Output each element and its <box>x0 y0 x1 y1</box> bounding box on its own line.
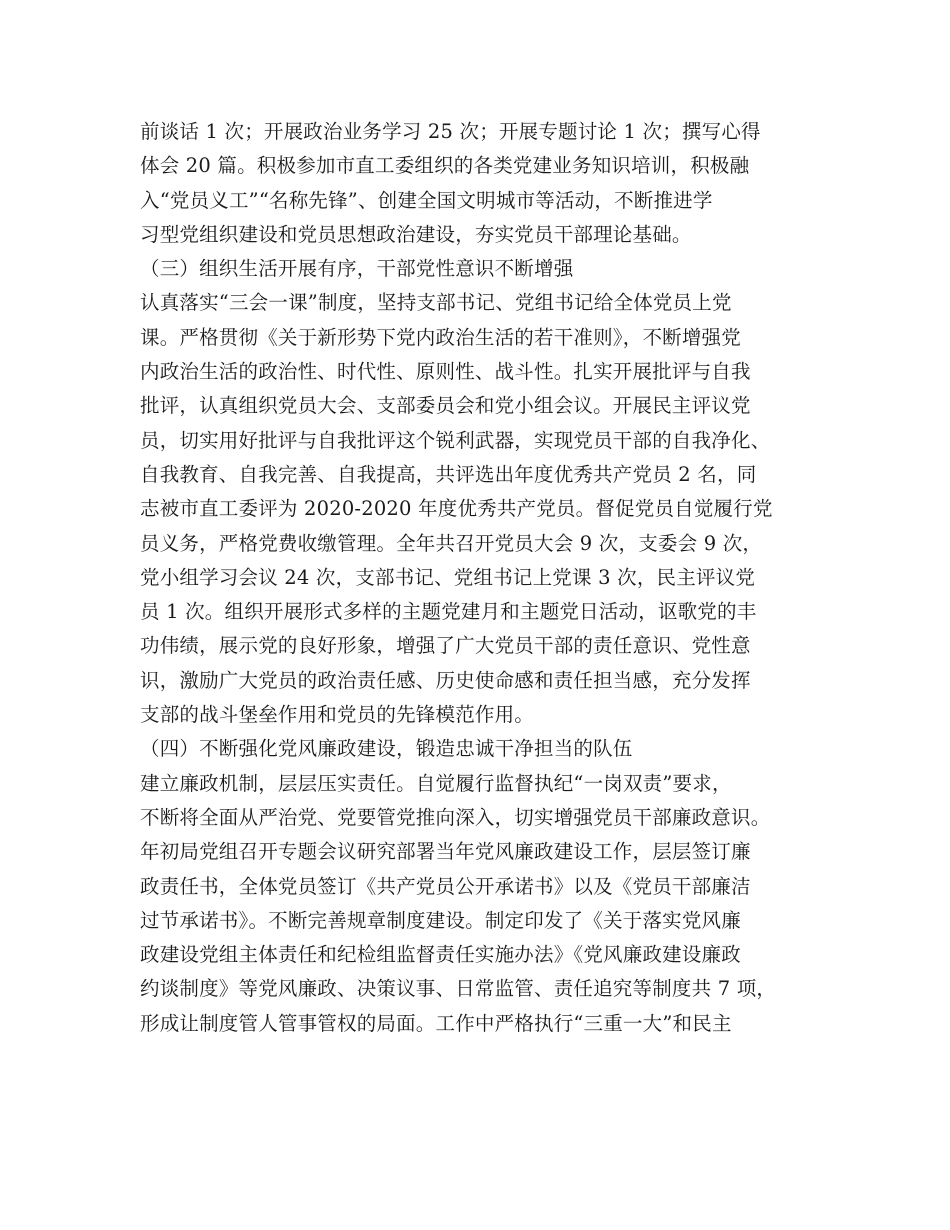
text-line: 认真落实“三会一课”制度，坚持支部书记、党组书记给全体党员上党 <box>140 291 732 315</box>
text-line: 支部的战斗堡垒作用和党员的先锋模范作用。 <box>140 703 535 727</box>
text-line: 年初局党组召开专题会议研究部署当年党风廉政建设工作，层层签订廉 <box>140 840 751 864</box>
text-line: 员 1 次。组织开展形式多样的主题党建月和主题党日活动，讴歌党的丰 <box>140 600 757 624</box>
text-line: 功伟绩，展示党的良好形象，增强了广大党员干部的责任意识、党性意 <box>140 634 751 658</box>
text-line: 习型党组织建设和党员思想政治建设，夯实党员干部理论基础。 <box>140 222 692 246</box>
text-line: 前谈话 1 次；开展政治业务学习 25 次；开展专题讨论 1 次；撰写心得 <box>140 120 761 143</box>
text-line: 体会 20 篇。积极参加市直工委组织的各类党建业务知识培训，积极融 <box>140 154 750 178</box>
text-line: 政建设党组主体责任和纪检组监督责任实施办法》《党风廉政建设廉政 <box>140 943 741 967</box>
text-line: 政责任书，全体党员签订《共产党员公开承诺书》以及《党员干部廉洁 <box>140 874 751 898</box>
text-line: 内政治生活的政治性、时代性、原则性、战斗性。扎实开展批评与自我 <box>140 360 751 384</box>
text-line: 形成让制度管人管事管权的局面。工作中严格执行“三重一大”和民主 <box>140 1011 732 1035</box>
text-line: 党小组学习会议 24 次，支部书记、党组书记上党课 3 次，民主评议党 <box>140 565 756 589</box>
text-line: 批评，认真组织党员大会、支部委员会和党小组会议。开展民主评议党 <box>140 394 751 418</box>
text-line: 员义务，严格党费收缴管理。全年共召开党员大会 9 次，支委会 9 次， <box>140 531 763 555</box>
section-heading-4: （四）不断强化党风廉政建设，锻造忠诚干净担当的队伍 <box>140 737 633 761</box>
text-line: 建立廉政机制，层层压实责任。自觉履行监督执纪“一岗双责”要求， <box>140 771 732 795</box>
section-heading-3: （三）组织生活开展有序，干部党性意识不断增强 <box>140 257 574 281</box>
text-line: 约谈制度》等党风廉政、决策议事、日常监管、责任追究等制度共 7 项， <box>140 977 777 1001</box>
text-line: 入“党员义工”“名称先锋”、创建全国文明城市等活动，不断推进学 <box>140 188 713 212</box>
text-line: 过节承诺书》。不断完善规章制度建设。制定印发了《关于落实党风廉 <box>140 908 741 932</box>
document-body <box>140 115 830 1041</box>
text-line: 不断将全面从严治党、党要管党推向深入，切实增强党员干部廉政意识。 <box>140 805 771 829</box>
text-line: 识，激励广大党员的政治责任感、历史使命感和责任担当感，充分发挥 <box>140 668 751 692</box>
text-line: 自我教育、自我完善、自我提高，共评选出年度优秀共产党员 2 名，同 <box>140 462 757 486</box>
text-line: 志被市直工委评为 2020-2020 年度优秀共产党员。督促党员自觉履行党 <box>140 497 773 521</box>
text-line: 员，切实用好批评与自我批评这个锐利武器，实现党员干部的自我净化、 <box>140 428 771 452</box>
text-line: 课。严格贯彻《关于新形势下党内政治生活的若干准则》，不断增强党 <box>140 325 741 349</box>
